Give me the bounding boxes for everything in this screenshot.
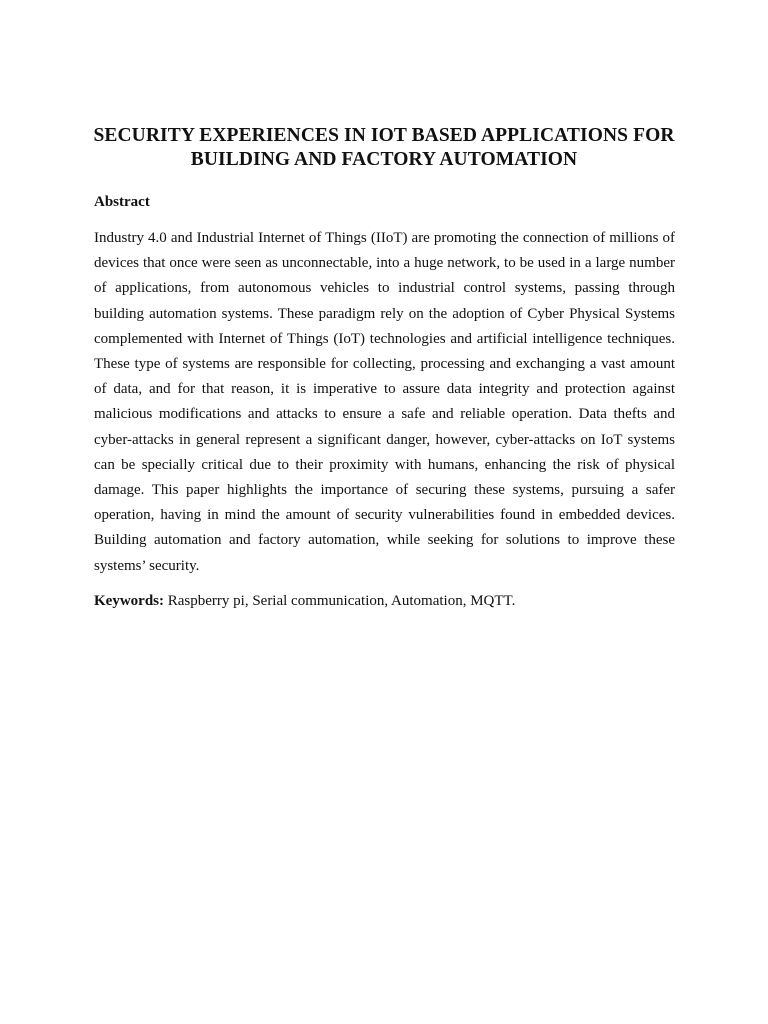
abstract-body: Industry 4.0 and Industrial Internet of Things (IIoT) are promoting the connection of millions of devices that once were seen as unconnectable, into a huge network, to be used in a large number of applications, from autonomous vehicles to industrial control systems, passing through building automation systems. These paradigm rely on the adoption of Cyber Physical Systems complemented with Internet of Things (IoT) technologies and artificial intelligence techniques. These type of systems are responsible for collecting, processing and exchanging a vast amount of data, and for that reason, it is imperative to assure data integrity and protection against malicious modifications and attacks to ensure a safe and reliable operation. Data thefts and cyber-attacks in general represent a significant danger, however, cyber-attacks on IoT systems can be specially critical due to their proximity with humans, enhancing the risk of physical damage. This paper highlights the importance of securing these systems, pursuing a safer operation, having in mind the amount of security vulnerabilities found in embedded devices. Building automation and factory automation, while seeking for solutions to improve these systems’ security. [94,230,675,574]
keywords-label: Keywords: [94,593,164,609]
abstract-heading: Abstract [94,194,150,210]
keywords-text: Raspberry pi, Serial communication, Automation, MQTT. [164,593,516,609]
keywords-line [94,591,675,611]
paper-title: SECURITY EXPERIENCES IN IOT BASED APPLICATIONS FOR BUILDING AND FACTORY AUTOMATION [93,125,675,170]
